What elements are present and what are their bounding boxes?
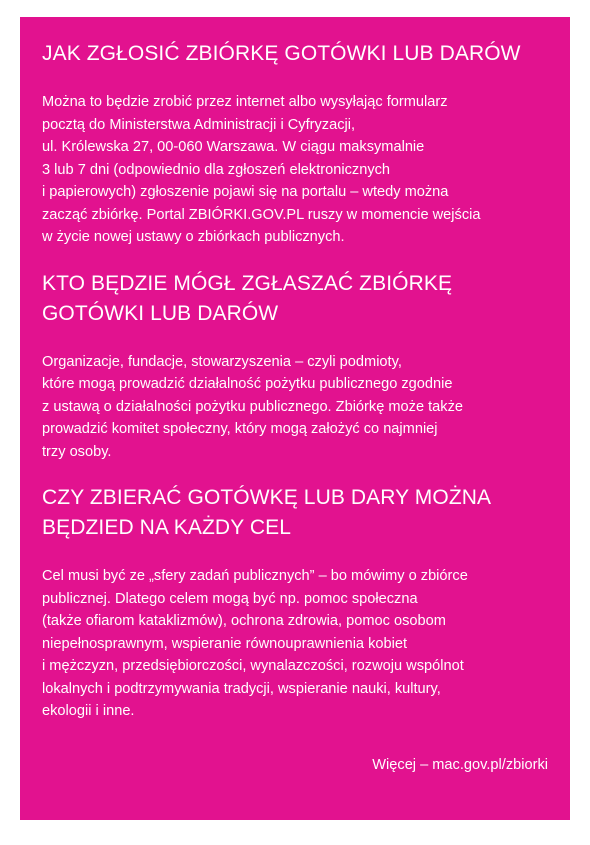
text-line: prowadzić komitet społeczny, który mogą założyć co najmniej <box>42 421 438 437</box>
info-panel <box>20 17 570 820</box>
section-title <box>42 39 548 69</box>
text-line: które mogą prowadzić działalność pożytku publicznego zgodnie <box>42 376 453 392</box>
text-line: i papierowych) zgłoszenie pojawi się na portalu – wtedy można <box>42 184 449 200</box>
text-line: ekologii i inne. <box>42 703 135 719</box>
text-line: 3 lub 7 dni (odpowiednio dla zgłoszeń elektronicznych <box>42 161 391 178</box>
text-line: w życie nowej ustawy o zbiórkach publicznych. <box>42 229 345 245</box>
text-line: pocztą do Ministerstwa Administracji i Cyfryzacji, <box>42 116 356 133</box>
text-line: Organizacje, fundacje, stowarzyszenia – czyli podmioty, <box>42 353 402 370</box>
text-line: lokalnych i podtrzymywania tradycji, wspieranie nauki, kultury, <box>42 680 441 697</box>
text-line: Można to będzie zrobić przez internet albo wysyłając formularz <box>42 94 448 110</box>
section-title-line: CZY ZBIERAĆ GOTÓWKĘ LUB DARY MOŻNA <box>42 486 492 509</box>
more-info-link[interactable]: Więcej – mac.gov.pl/zbiorki <box>372 757 548 773</box>
text-line: Cel musi być ze „sfery zadań publicznych” – bo mówimy o zbiórce <box>42 568 468 584</box>
text-line: zacząć zbiórkę. Portal ZBIÓRKI.GOV.PL ruszy w momencie wejścia <box>42 206 481 223</box>
text-line: niepełnosprawnym, wspieranie równouprawnienia kobiet <box>42 635 408 652</box>
text-line: (także ofiarom kataklizmów), ochrona zdrowia, pomoc osobom <box>42 613 446 629</box>
text-line: trzy osoby. <box>42 443 112 460</box>
section-who-can-register <box>42 269 548 464</box>
section-purpose <box>42 483 548 723</box>
section-text <box>42 91 548 249</box>
section-title-line: KTO BĘDZIE MÓGŁ ZGŁASZAĆ ZBIÓRKĘ <box>42 271 453 295</box>
section-title-line: JAK ZGŁOSIĆ ZBIÓRKĘ GOTÓWKI LUB DARÓW <box>42 42 521 65</box>
text-line: z ustawą o działalności pożytku publicznego. Zbiórkę może także <box>42 398 464 415</box>
section-how-to-register <box>42 39 548 249</box>
section-title <box>42 483 548 543</box>
section-title-line: GOTÓWKI LUB DARÓW <box>42 301 279 325</box>
section-title <box>42 269 548 329</box>
section-title-line: BĘDZIED NA KAŻDY CEL <box>42 516 292 539</box>
text-line: ul. Królewska 27, 00-060 Warszawa. W ciągu maksymalnie <box>42 139 425 155</box>
text-line: i mężczyzn, przedsiębiorczości, wynalazczości, rozwoju wspólnot <box>42 658 464 674</box>
section-text <box>42 565 548 723</box>
text-line: publicznej. Dlatego celem mogą być np. pomoc społeczna <box>42 590 418 607</box>
section-text <box>42 351 548 464</box>
